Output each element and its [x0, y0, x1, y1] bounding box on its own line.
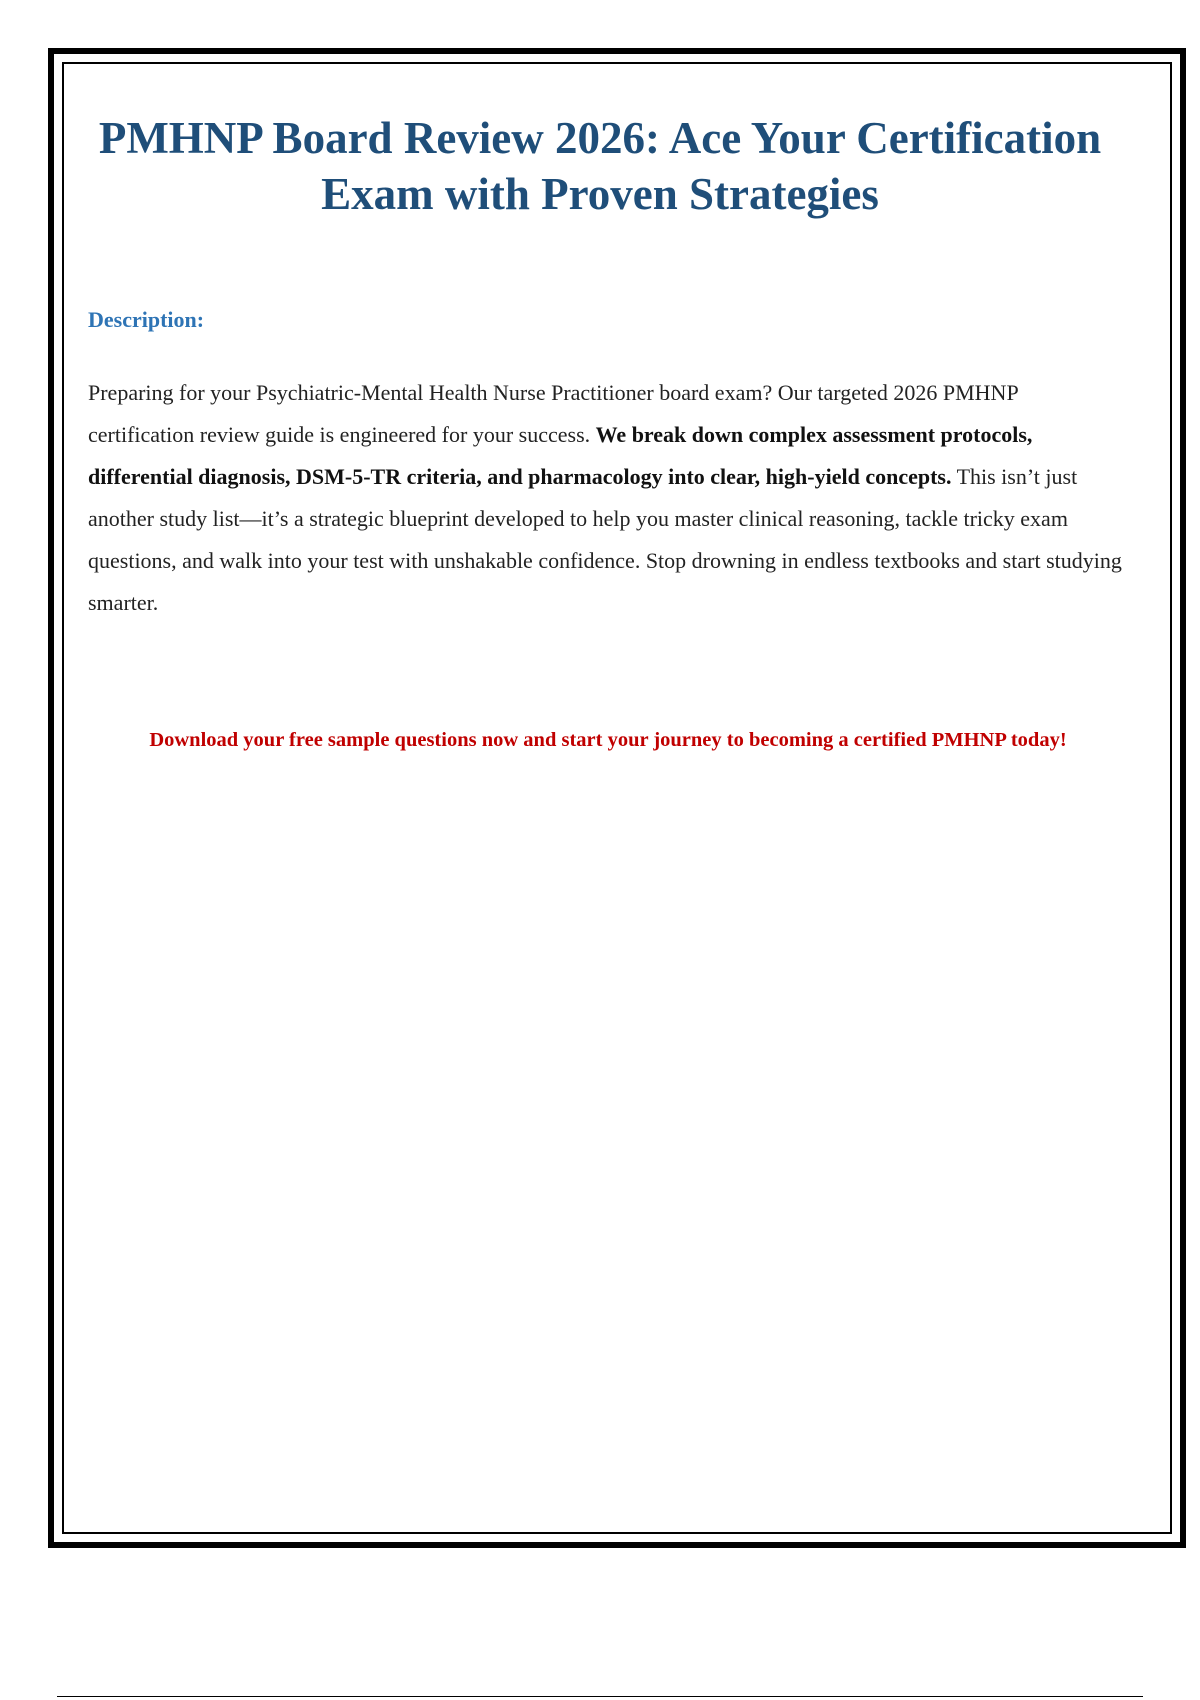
footer-divider [57, 1696, 1143, 1697]
document-title: PMHNP Board Review 2026: Ace Your Certification Exam with Proven Strategies [98, 113, 1102, 219]
description-label: Description: [88, 307, 205, 332]
call-to-action: Download your free sample questions now and start your journey to becoming a certified PMHNP today! [149, 729, 1067, 751]
page-border [48, 48, 1186, 1548]
description-rest: This isn’t just another study list—it’s a strategic blueprint developed to help you master clinical reasoning, tackle tricky exam questions, and walk into your test with unshakable confidence. Stop drowning in endless textbooks and start studying smarter. [88, 464, 1122, 615]
description-bold-text: We break down complex assessment protocols, differential diagnosis, DSM-5-TR criteria, and pharmacology into clear, high-yield concepts. [88, 422, 1033, 489]
description-paragraph [88, 372, 1128, 624]
description-intro: Preparing for your Psychiatric-Mental Health Nurse Practitioner board exam? Our targeted 2026 PMHNP certification review guide is engineered for your success. [88, 380, 1018, 447]
page-border-inner [62, 62, 1172, 1534]
